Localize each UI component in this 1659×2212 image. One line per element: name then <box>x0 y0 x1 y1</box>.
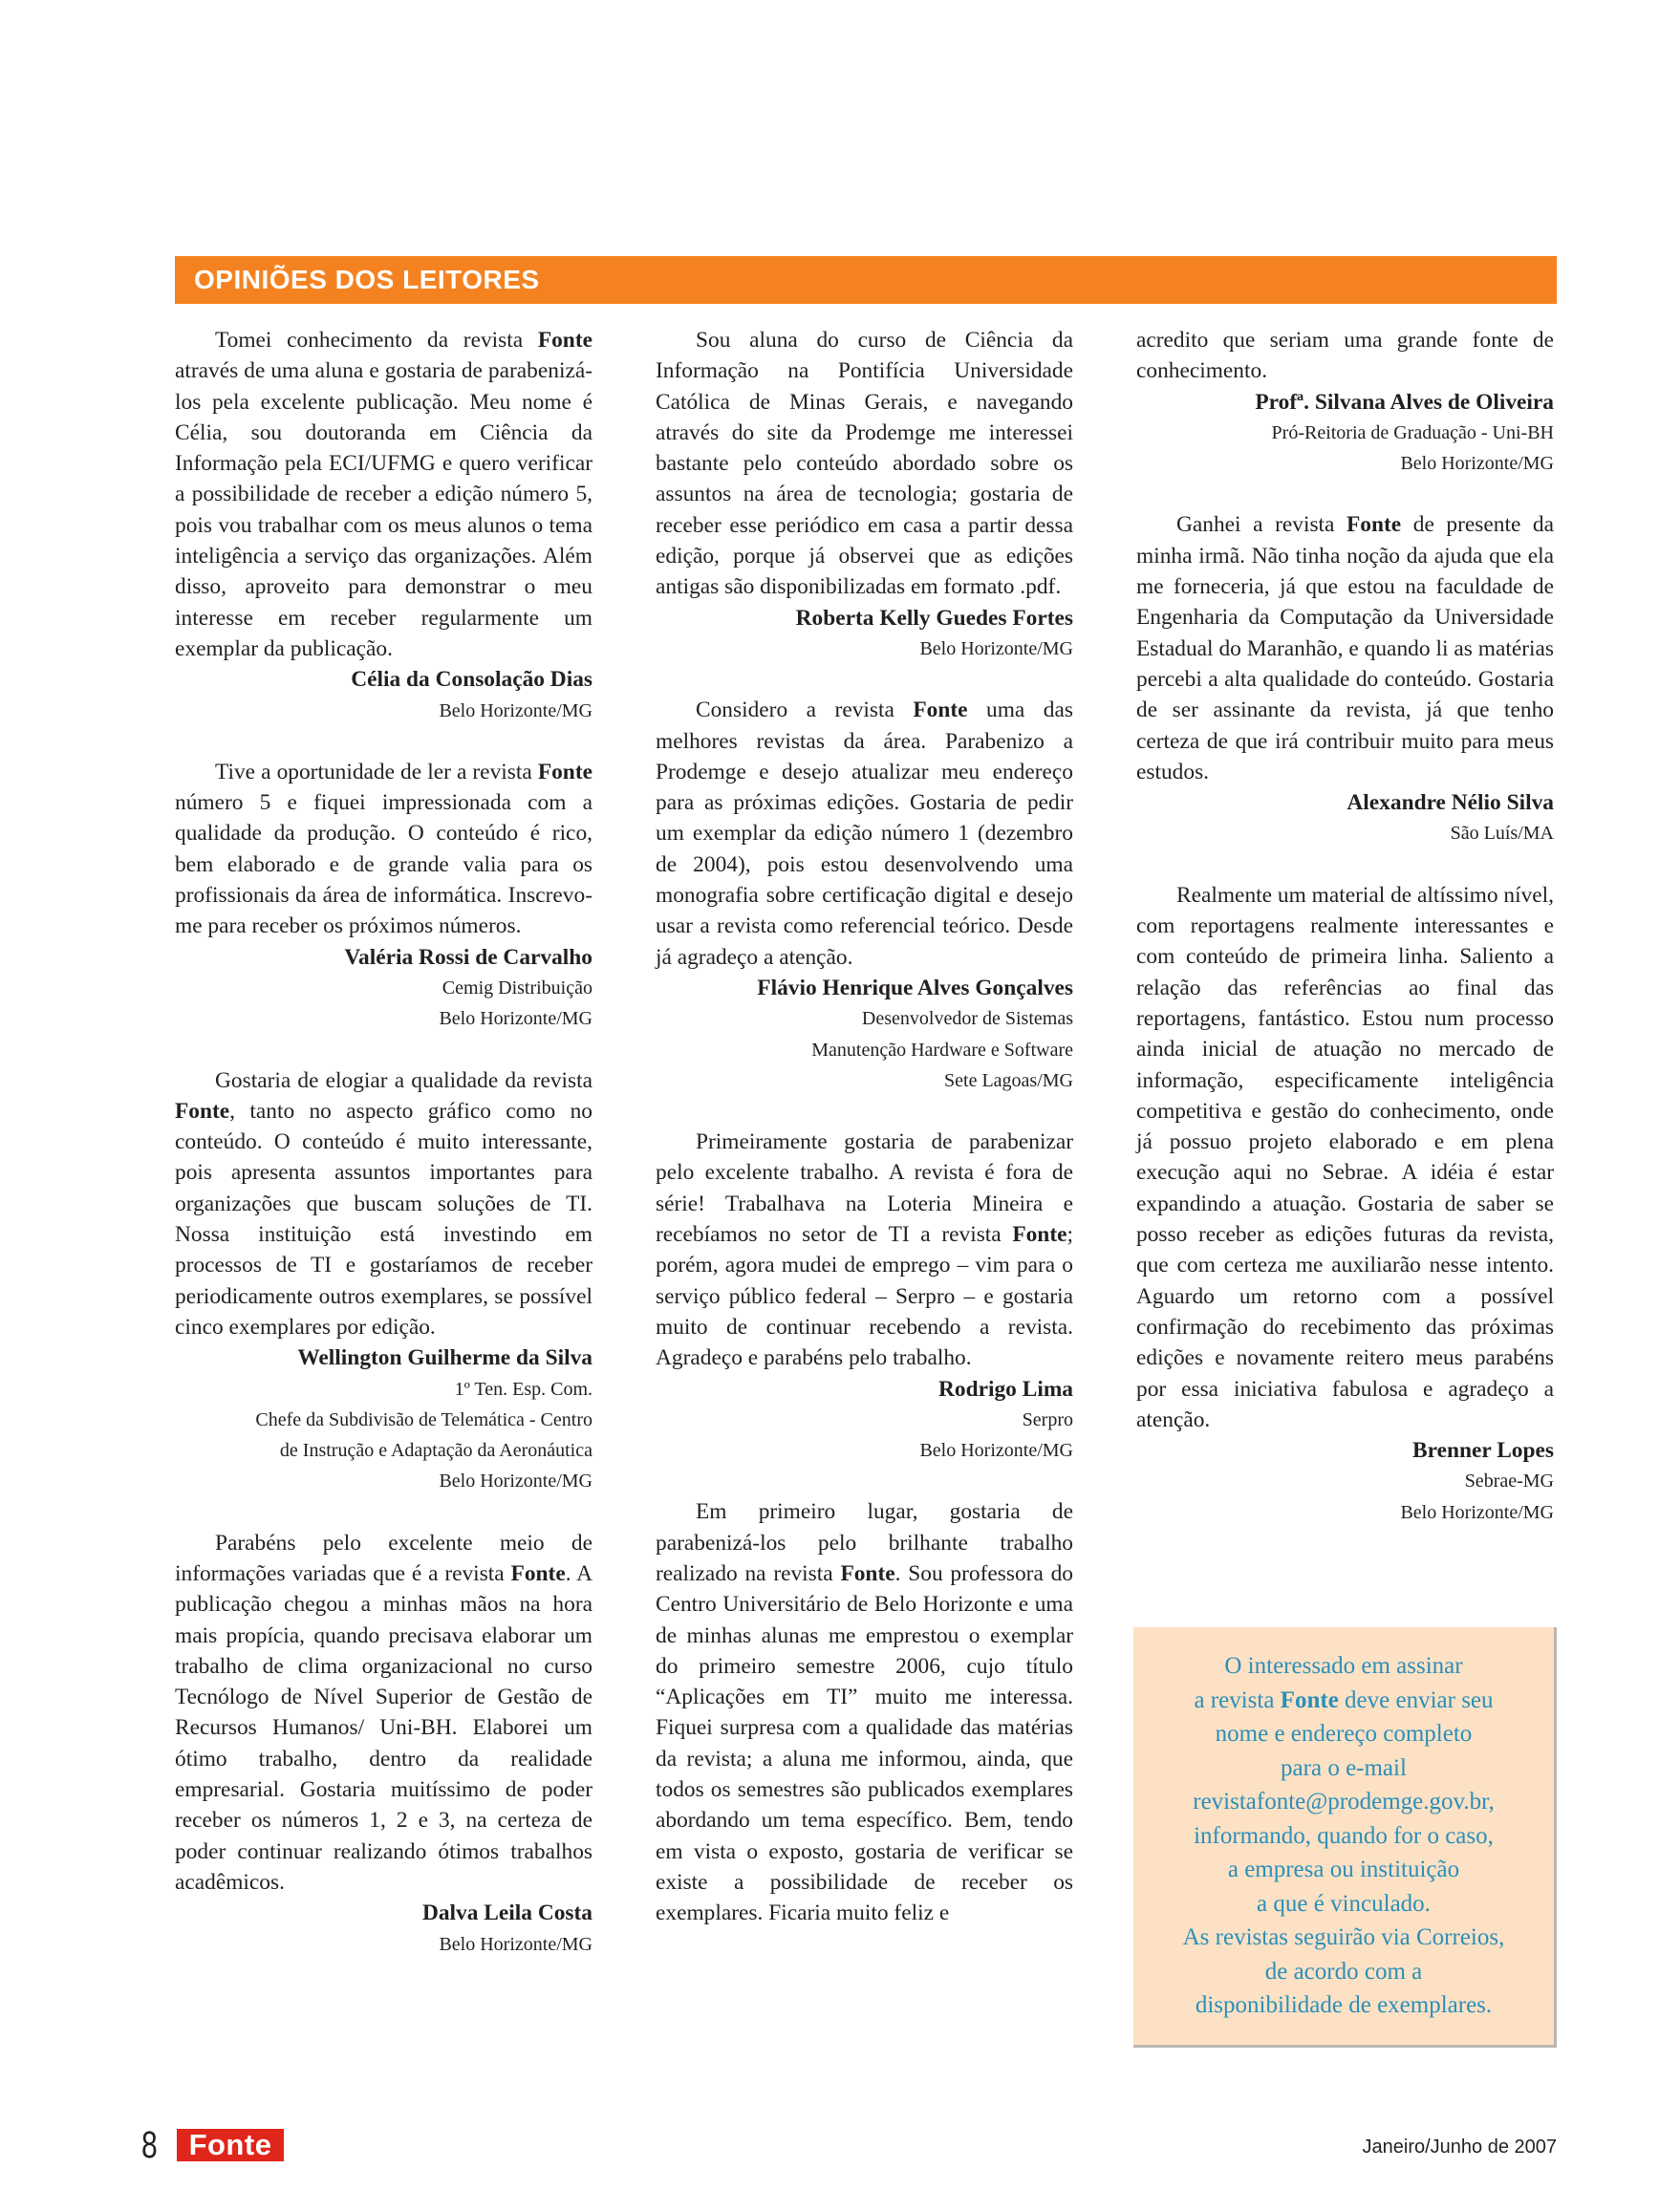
author-affiliation: Serpro <box>1022 1408 1073 1430</box>
letter-body: Considero a revista Fonte uma das melhores revistas da área. Parabenizo a Prodemge e desejo atualizar meu endereço para as próximas edições. Gostaria de pedir um exemplar da edição número 1 (dezembro de 2004), pois estou desenvolvendo uma monografia sobre certificação digital e desejo usar a revista como referencial teórico. Desde já agradeço a atenção. <box>656 698 1073 970</box>
section-title: OPINIÕES DOS LEITORES <box>194 265 540 294</box>
letter-signature <box>175 664 592 726</box>
magazine-logo <box>177 2129 284 2161</box>
letter-signature <box>1136 787 1554 849</box>
letter-body: Sou aluna do curso de Ciência da Informação na Pontifícia Universidade Católica de Minas Gerais, e navegando através do site da Prodemge me interessei bastante pelo conteúdo abordado sobre os assuntos na área de tecnologia; gostaria de receber esse periódico em casa a partir dessa edição, porque já observei que as edições antigas são disponibilizadas em formato .pdf. <box>656 328 1073 600</box>
author-affiliation: Belo Horizonte/MG <box>1400 453 1554 475</box>
author-name: Profª. Silvana Alves de Oliveira <box>1255 389 1554 415</box>
author-affiliation: Manutenção Hardware e Software <box>811 1039 1073 1061</box>
letter-signature <box>656 1374 1073 1467</box>
author-affiliation: Belo Horizonte/MG <box>439 699 592 721</box>
subscription-info-box <box>1133 1627 1557 2048</box>
letter-signature <box>175 942 592 1035</box>
author-affiliation: Belo Horizonte/MG <box>1400 1501 1554 1523</box>
letter-body: Tomei conhecimento da revista Fonte através de uma aluna e gostaria de parabenizá-los pela excelente publicação. Meu nome é Célia, sou doutoranda em Ciência da Informação pela ECI/UFMG e quero verificar a possibilidade de receber a edição número 5, pois vou trabalhar com os meus alunos o tema inteligência a serviço das organizações. Além disso, aproveito para demonstrar o meu interesse em receber regularmente um exemplar da publicação. <box>175 328 592 661</box>
author-name: Roberta Kelly Guedes Fortes <box>795 605 1073 631</box>
author-affiliation: Belo Horizonte/MG <box>919 637 1073 659</box>
letter-body-continued: acredito que seriam uma grande fonte de conhecimento. <box>1136 328 1554 384</box>
letter-body: Parabéns pelo excelente meio de informações variadas que é a revista Fonte. A publicação chegou a minhas mãos na hora mais propícia, quando precisava elaborar um trabalho de clima organizacional no curso Tecnólogo de Nível Superior de Gestão de Recursos Humanos/ Uni-BH. Elaborei um ótimo trabalho, dentro da realidade empresarial. Gostaria muitíssimo de poder receber os números 1, 2 e 3, na certeza de poder continuar realizando ótimos trabalhos acadêmicos. <box>175 1530 593 1895</box>
column-3 <box>1136 325 1554 1558</box>
author-name: Rodrigo Lima <box>938 1376 1073 1402</box>
letter-item <box>1136 880 1554 1528</box>
letter-body: Em primeiro lugar, gostaria de parabenizá-los pelo brilhante trabalho realizado na revista Fonte. Sou professora do Centro Universitário de Belo Horizonte e uma de minhas alunas me emprestou o exemplar do primeiro semestre 2006, cujo título “Aplicações em TI” muito me interessa. Fiquei surpresa com a qualidade das matérias da revista; a aluna me informou, ainda, que todos os semestres são publicados exemplares abordando um tema específico. Bem, tendo em vista o exposto, gostaria de verificar se existe a possibilidade de receber os exemplares. Ficaria muito feliz e <box>656 1499 1073 1926</box>
column-1 <box>175 325 592 1990</box>
author-name: Brenner Lopes <box>1412 1438 1554 1464</box>
author-affiliation: Sete Lagoas/MG <box>944 1069 1073 1091</box>
author-affiliation: Belo Horizonte/MG <box>439 1933 592 1955</box>
letter-item <box>656 325 1073 664</box>
letter-item <box>175 325 592 726</box>
author-affiliation: Sebrae-MG <box>1464 1471 1554 1493</box>
letter-item <box>1136 509 1554 848</box>
author-affiliation: Belo Horizonte/MG <box>919 1440 1073 1462</box>
author-affiliation: 1º Ten. Esp. Com. <box>454 1378 592 1400</box>
letter-item <box>175 757 592 1035</box>
letter-signature <box>1136 1435 1554 1528</box>
author-affiliation: Cemig Distribuição <box>442 977 592 999</box>
author-affiliation: Belo Horizonte/MG <box>439 1008 592 1030</box>
letter-body: Gostaria de elogiar a qualidade da revista Fonte, tanto no aspecto gráfico como no conteúdo. O conteúdo é muito interessante, pois apresenta assuntos importantes para organizações que buscam soluções de TI. Nossa instituição está investindo em processos de TI e gostaríamos de receber periodicamente outros exemplares, se possível cinco exemplares por edição. <box>175 1067 592 1340</box>
letter-body: Ganhei a revista Fonte de presente da minha irmã. Não tinha noção da ajuda que ela me forneceria, já que estou na faculdade de Engenharia da Computação da Universidade Estadual do Maranhão, e quando li as matérias percebi a alta qualidade do conteúdo. Gostaria de ser assinante da revista, já que tenho certeza de que irá contribuir muito para meus estudos. <box>1136 512 1554 784</box>
author-affiliation: São Luís/MA <box>1450 823 1554 845</box>
letter-signature <box>656 603 1073 665</box>
letter-signature <box>175 1342 592 1496</box>
author-name: Wellington Guilherme da Silva <box>297 1345 592 1371</box>
subscription-info-text: O interessado em assinar a revista Fonte deve enviar seu nome e endereço completo para o e-mail revistafonte@prodemge.gov.br, informando, quando for o caso, a empresa ou instituição a que é vinculado. As revistas seguirão via Correios, de acordo com a disponibilidade de exemplares. <box>1182 1653 1505 2019</box>
author-name: Alexandre Nélio Silva <box>1347 790 1554 816</box>
letter-item <box>656 1496 1073 1928</box>
issue-date: Janeiro/Junho de 2007 <box>1362 2137 1557 2158</box>
letter-signature <box>175 1898 592 1960</box>
letter-item <box>656 1127 1073 1466</box>
letter-item <box>1136 325 1554 479</box>
author-affiliation: Pró-Reitoria de Graduação - Uni-BH <box>1271 421 1554 443</box>
author-affiliation: de Instrução e Adaptação da Aeronáutica <box>279 1440 592 1462</box>
letter-item <box>175 1528 592 1960</box>
letter-body: Realmente um material de altíssimo nível, com reportagens realmente interessantes e com conteúdo de primeira linha. Saliento a relação das referências ao final das reportagens, fantástico. Estou num processo ainda inicial de atuação no mercado de informação, especificamente inteligência competitiva e gestão do conhecimento, onde já possuo projeto elaborado e em plena execução aqui no Sebrae. A idéia é estar expandindo a atuação. Gostaria de saber se posso receber as edições futuras da revista, que com certeza me auxiliarão nesse intento. Aguardo um retorno com a possível confirmação do recebimento das próximas edições e novamente reitero meus parabéns por essa iniciativa fabulosa e agradeço a atenção. <box>1136 882 1554 1432</box>
letter-signature <box>656 973 1073 1096</box>
page-number: 8 <box>141 2124 158 2166</box>
letter-body: Tive a oportunidade de ler a revista Fonte número 5 e fiquei impressionada com a qualidade da produção. O conteúdo é rico, bem elaborado e de grande valia para os profissionais da área de informática. Inscrevo-me para receber os próximos números. <box>175 759 592 939</box>
subscription-email: revistafonte@prodemge.gov.br, <box>1193 1789 1495 1815</box>
column-2 <box>656 325 1073 1960</box>
author-affiliation: Belo Horizonte/MG <box>439 1471 592 1493</box>
author-affiliation: Desenvolvedor de Sistemas <box>861 1008 1073 1030</box>
author-name: Valéria Rossi de Carvalho <box>344 944 592 970</box>
letter-signature <box>1136 387 1554 480</box>
section-header-bar <box>175 256 1557 304</box>
letter-item <box>656 695 1073 1096</box>
magazine-logo-text: Fonte <box>188 2128 272 2161</box>
author-name: Célia da Consolação Dias <box>351 667 592 693</box>
letter-item <box>175 1065 592 1497</box>
author-name: Dalva Leila Costa <box>421 1901 592 1926</box>
letter-body: Primeiramente gostaria de parabenizar pelo excelente trabalho. A revista é fora de série! Trabalhava na Loteria Mineira e recebíamos no setor de TI a revista Fonte; porém, agora mudei de emprego – vim para o serviço público federal – Serpro – e gostaria muito de continuar recebendo a revista. Agradeço e parabéns pelo trabalho. <box>656 1129 1073 1371</box>
author-name: Flávio Henrique Alves Gonçalves <box>757 975 1073 1000</box>
author-affiliation: Chefe da Subdivisão de Telemática - Centro <box>255 1408 592 1430</box>
